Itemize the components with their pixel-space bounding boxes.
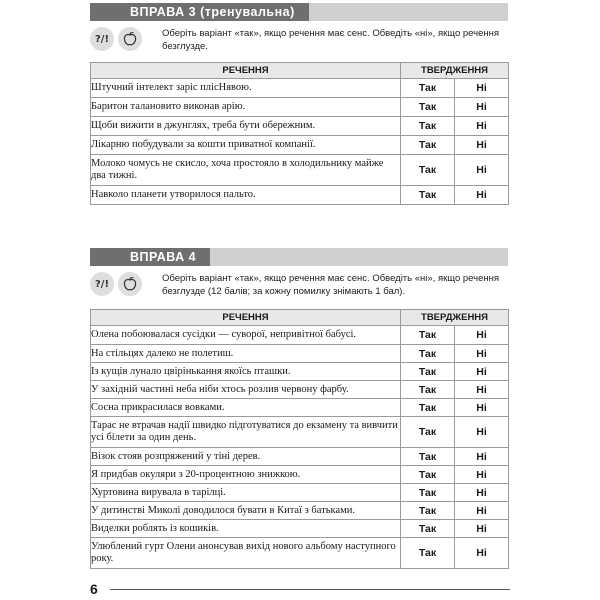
answer-yes[interactable]: Так [401, 345, 455, 363]
table-row [91, 502, 509, 520]
exercise-3 [90, 3, 508, 215]
answer-yes[interactable]: Так [401, 186, 455, 205]
exercise-4-title: ВПРАВА 4 [90, 248, 210, 266]
answer-yes[interactable]: Так [401, 98, 455, 117]
exercise-4-instruction: Оберіть варіант «так», якщо речення має сенс. Обведіть «ні», якщо речення безглузде (12 балів; за кожну помилку знімають 1 бал). [162, 273, 500, 297]
sentence-text: Олена побоювалася сусідки — суворої, непривітної бабусі. [91, 326, 401, 345]
answer-yes[interactable]: Так [401, 538, 455, 569]
exercise-3-table [90, 62, 509, 205]
answer-yes[interactable]: Так [401, 79, 455, 98]
sentence-text: Тарас не втрачав надії швидко підготуватися до екзамену та вивчити усі білети за один день. [91, 417, 401, 448]
answer-no[interactable]: Ні [455, 417, 509, 448]
sentence-text: На стільцях далеко не полетиш. [91, 345, 401, 363]
sentence-text: Молоко чомусь не скисло, хоча простояло в холодильнику майже два тижні. [91, 155, 401, 186]
answer-no[interactable]: Ні [455, 484, 509, 502]
sentence-column-header: РЕЧЕННЯ [91, 310, 401, 326]
exercise-3-banner [90, 3, 508, 21]
answer-no[interactable]: Ні [455, 381, 509, 399]
exercise-4-banner [90, 248, 508, 266]
sentence-text: Щоби вижити в джунглях, треба бути обережним. [91, 117, 401, 136]
answer-yes[interactable]: Так [401, 417, 455, 448]
table-row [91, 345, 509, 363]
answer-yes[interactable]: Так [401, 136, 455, 155]
table-row [91, 448, 509, 466]
answer-no[interactable]: Ні [455, 520, 509, 538]
exercise-4-table [90, 309, 509, 569]
answer-yes[interactable]: Так [401, 399, 455, 417]
sentence-text: У дитинстві Миколі доводилося бувати в Китаї з батьками. [91, 502, 401, 520]
page-number: 6 [90, 581, 98, 597]
answer-yes[interactable]: Так [401, 448, 455, 466]
table-row [91, 363, 509, 381]
table-row [91, 155, 509, 186]
table-row [91, 136, 509, 155]
table-row [91, 381, 509, 399]
apple-icon [118, 272, 142, 296]
answer-no[interactable]: Ні [455, 98, 509, 117]
table-row [91, 79, 509, 98]
sentence-text: Із кущів лунало цвірінькання якоїсь пташки. [91, 363, 401, 381]
exercise-3-title: ВПРАВА 3 (тренувальна) [90, 3, 309, 21]
sentence-column-header: РЕЧЕННЯ [91, 63, 401, 79]
sentence-text: Я придбав окуляри з 20-процентною знижкою. [91, 466, 401, 484]
answer-no[interactable]: Ні [455, 399, 509, 417]
sentence-text: Штучний інтелект заріс плісНявою. [91, 79, 401, 98]
question-exclamation-icon: ?/! [90, 27, 114, 51]
answer-no[interactable]: Ні [455, 538, 509, 569]
answer-yes[interactable]: Так [401, 326, 455, 345]
sentence-text: Виделки роблять із кошиків. [91, 520, 401, 538]
answer-no[interactable]: Ні [455, 363, 509, 381]
answer-no[interactable]: Ні [455, 326, 509, 345]
table-row [91, 186, 509, 205]
answer-yes[interactable]: Так [401, 520, 455, 538]
table-row [91, 417, 509, 448]
sentence-text: Візок стояв розпряжений у тіні дерев. [91, 448, 401, 466]
table-row [91, 326, 509, 345]
exercise-3-instruction: Оберіть варіант «так», якщо речення має сенс. Обведіть «ні», якщо речення безглузде. [162, 28, 500, 52]
answer-no[interactable]: Ні [455, 117, 509, 136]
answer-yes[interactable]: Так [401, 466, 455, 484]
footer-divider [110, 589, 510, 590]
sentence-text: Навколо планети утворилося пальто. [91, 186, 401, 205]
answer-yes[interactable]: Так [401, 155, 455, 186]
sentence-text: Улюблений гурт Олени анонсував вихід нового альбому наступного року. [91, 538, 401, 569]
answer-yes[interactable]: Так [401, 117, 455, 136]
answer-no[interactable]: Ні [455, 345, 509, 363]
table-row [91, 520, 509, 538]
table-row [91, 98, 509, 117]
table-row [91, 399, 509, 417]
question-exclamation-icon: ?/! [90, 272, 114, 296]
table-row [91, 117, 509, 136]
answer-no[interactable]: Ні [455, 502, 509, 520]
statement-column-header: ТВЕРДЖЕННЯ [401, 63, 509, 79]
answer-yes[interactable]: Так [401, 363, 455, 381]
answer-yes[interactable]: Так [401, 381, 455, 399]
table-row [91, 466, 509, 484]
answer-no[interactable]: Ні [455, 448, 509, 466]
statement-column-header: ТВЕРДЖЕННЯ [401, 310, 509, 326]
exercise-4 [90, 248, 508, 578]
answer-yes[interactable]: Так [401, 484, 455, 502]
sentence-text: Баритон талановито виконав арію. [91, 98, 401, 117]
apple-icon [118, 27, 142, 51]
sentence-text: У західній частині неба ніби хтось розлив червону фарбу. [91, 381, 401, 399]
answer-no[interactable]: Ні [455, 155, 509, 186]
sentence-text: Хуртовина вирувала в тарілці. [91, 484, 401, 502]
answer-no[interactable]: Ні [455, 79, 509, 98]
answer-no[interactable]: Ні [455, 186, 509, 205]
sentence-text: Сосна прикрасилася вовками. [91, 399, 401, 417]
table-row [91, 484, 509, 502]
answer-no[interactable]: Ні [455, 466, 509, 484]
answer-yes[interactable]: Так [401, 502, 455, 520]
answer-no[interactable]: Ні [455, 136, 509, 155]
sentence-text: Лікарню побудували за кошти приватної компанії. [91, 136, 401, 155]
table-row [91, 538, 509, 569]
